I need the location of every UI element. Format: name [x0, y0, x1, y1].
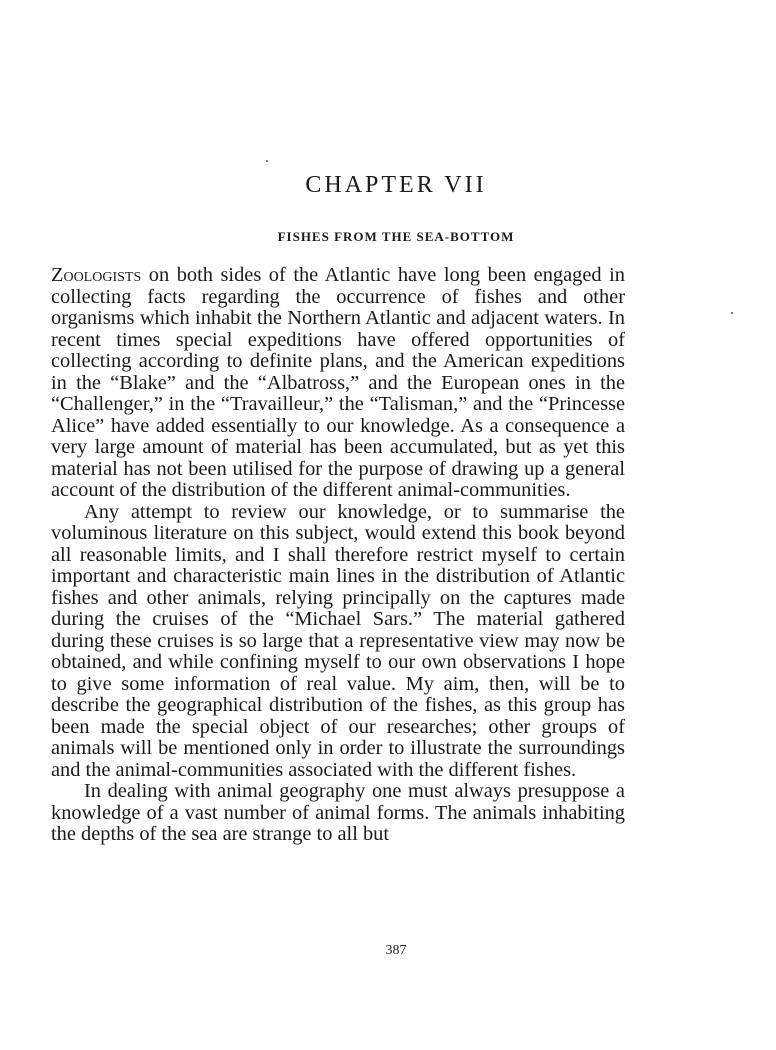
paragraph-2: [51, 502, 625, 782]
paragraph-3: [51, 781, 625, 846]
paragraph-text: Any attempt to review our knowledge, or to summarise the voluminous literature on this subject, would extend this book beyond all reasonable limits, and I shall therefore restrict myself to certain important and characteristic main lines in the distribution of Atlantic fishes and other animals, relying principally on the captures made during the cruises of the “Michael Sars.” The material gathered during these cruises is so large that a representative view may now be obtained, and while confining myself to our own observations I hope to give some information of real value. My aim, then, will be to describe the geographical distribution of the fishes, as this group has been made the special object of our researches; other groups of animals will be mentioned only in order to illustrate the surroundings and the animal-communities associated with the different fishes.: [51, 500, 625, 781]
paragraph-text: on both sides of the Atlantic have long been engaged in collecting facts regarding the occurrence of fishes and other organisms which inhabit the Northern Atlantic and adjacent waters. In recent times special expeditions have offered opportunities of collecting according to definite plans, and the American expeditions in the “Blake” and the “Albatross,” and the European ones in the “Challenger,” in the “Travailleur,” the “Talisman,” and the “Princesse Alice” have added essentially to our knowledge. As a consequence a very large amount of material has been accumulated, but as yet this material has not been utilised for the purpose of drawing up a general account of the distribution of the different animal-communities.: [51, 264, 625, 501]
chapter-subtitle: FISHES FROM THE SEA-BOTTOM: [277, 229, 515, 244]
paragraph-1: [51, 265, 625, 502]
page-number: 387: [385, 943, 407, 958]
paragraph-text: In dealing with animal geography one must always presuppose a knowledge of a vast number of animal forms. The animals inhabiting the depths of the sea are strange to all but: [51, 780, 625, 845]
paragraph-lead-word: Zoologists: [51, 264, 142, 286]
ink-speck: [266, 160, 268, 162]
chapter-title: CHAPTER VII: [305, 172, 487, 198]
body-text: [51, 265, 625, 846]
ink-speck: [731, 312, 733, 314]
